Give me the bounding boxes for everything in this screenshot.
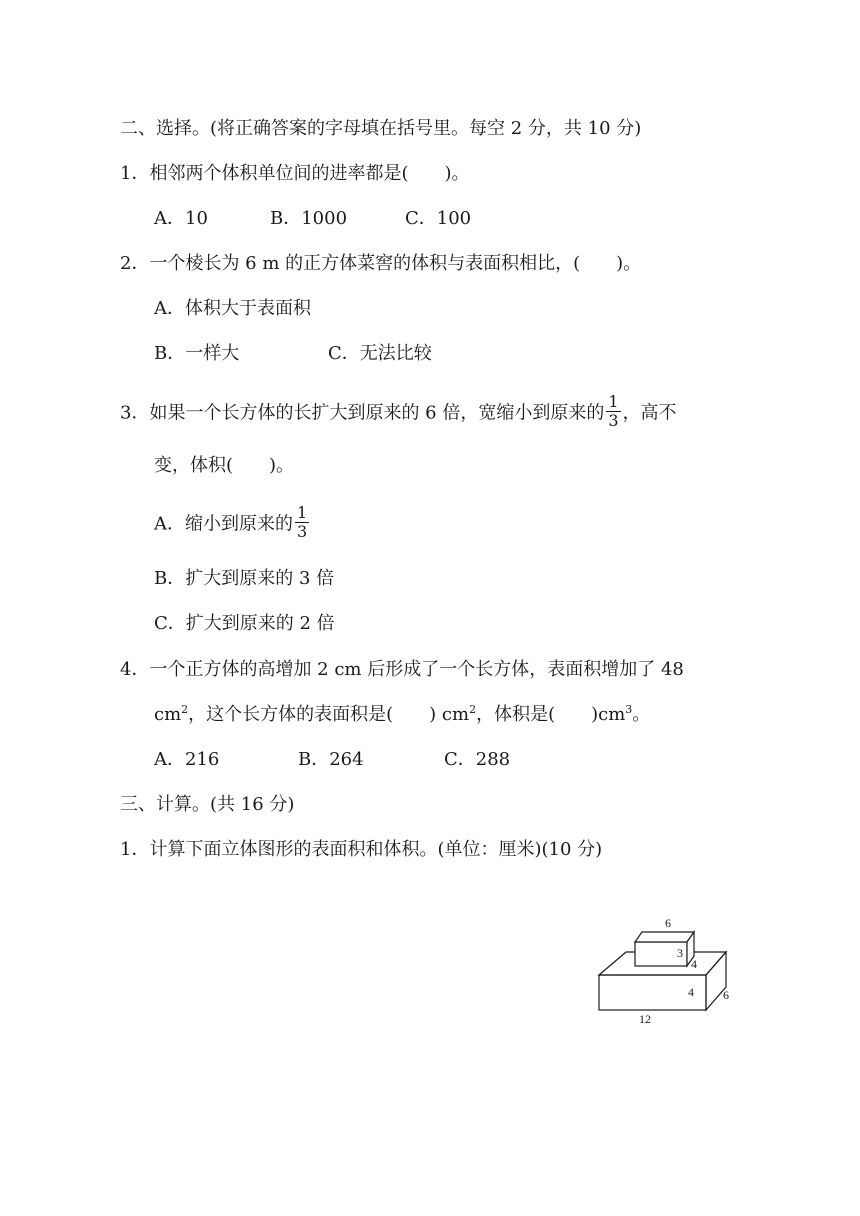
label-bottom-height: 4: [688, 985, 694, 999]
q3-fraction-denominator: 3: [608, 411, 619, 430]
section3-item-1: 1．计算下面立体图形的表面积和体积。(单位：厘米)(10 分): [120, 839, 603, 860]
question-2-stem: 2．一个棱长为 6 m 的正方体菜窖的体积与表面积相比，( )。: [120, 253, 642, 274]
q3-option-a-numerator: 1: [297, 503, 308, 522]
q4-line2-a: cm: [154, 704, 182, 725]
section2-heading: 二、选择。(将正确答案的字母填在括号里。每空 2 分，共 10 分): [120, 118, 642, 139]
label-top-depth: 4: [691, 957, 697, 971]
question-3-stem-line2: 变，体积( )。: [154, 455, 295, 476]
q3-option-a-denominator: 3: [297, 522, 308, 541]
q2-option-b: B．一样大: [154, 343, 240, 364]
q3-fraction-numerator: 1: [608, 392, 619, 411]
q3-option-a-text: A．缩小到原来的: [154, 513, 293, 535]
q3-stem-part2: ，高不: [622, 402, 677, 424]
top-cuboid-top: [635, 932, 694, 942]
question-3-stem: [120, 392, 677, 432]
q3-option-a: [154, 503, 311, 543]
section3-heading: 三、计算。(共 16 分): [120, 794, 295, 815]
q1-option-c: C．100: [405, 208, 472, 229]
q2-option-c: C．无法比较: [328, 343, 432, 364]
label-bottom-depth: 6: [723, 988, 729, 1002]
q1-option-a: A．10: [154, 208, 208, 229]
q3-fraction: [606, 393, 620, 430]
q4-option-a: A．216: [154, 749, 220, 770]
label-top-length: 6: [665, 916, 671, 930]
q3-stem-part1: 3．如果一个长方体的长扩大到原来的 6 倍，宽缩小到原来的: [120, 402, 605, 424]
q4-sup-1: 2: [181, 703, 189, 716]
stacked-cuboids-figure: [590, 910, 750, 1030]
q4-option-b: B．264: [298, 749, 364, 770]
q1-option-b: B．1000: [270, 208, 348, 229]
q4-option-c: C．288: [444, 749, 511, 770]
q4-line2-c: ，体积是( )cm: [476, 704, 626, 725]
q3-option-c: C．扩大到原来的 2 倍: [154, 613, 335, 634]
q4-line2-b: ，这个长方体的表面积是( ) cm: [188, 704, 470, 725]
label-bottom-length: 12: [639, 1012, 651, 1026]
question-4-stem-line1: 4．一个正方体的高增加 2 cm 后形成了一个长方体，表面积增加了 48: [120, 659, 684, 680]
label-top-height: 3: [677, 946, 683, 960]
q2-option-a: A．体积大于表面积: [154, 298, 311, 319]
q3-option-b: B．扩大到原来的 3 倍: [154, 568, 335, 589]
q3-option-a-fraction: [295, 504, 309, 541]
q4-sup-2: 2: [469, 703, 477, 716]
question-4-stem-line2: [154, 703, 650, 727]
question-1-stem: 1．相邻两个体积单位间的进率都是( )。: [120, 163, 470, 184]
q4-sup-3: 3: [625, 703, 633, 716]
q4-line2-d: 。: [632, 704, 651, 725]
